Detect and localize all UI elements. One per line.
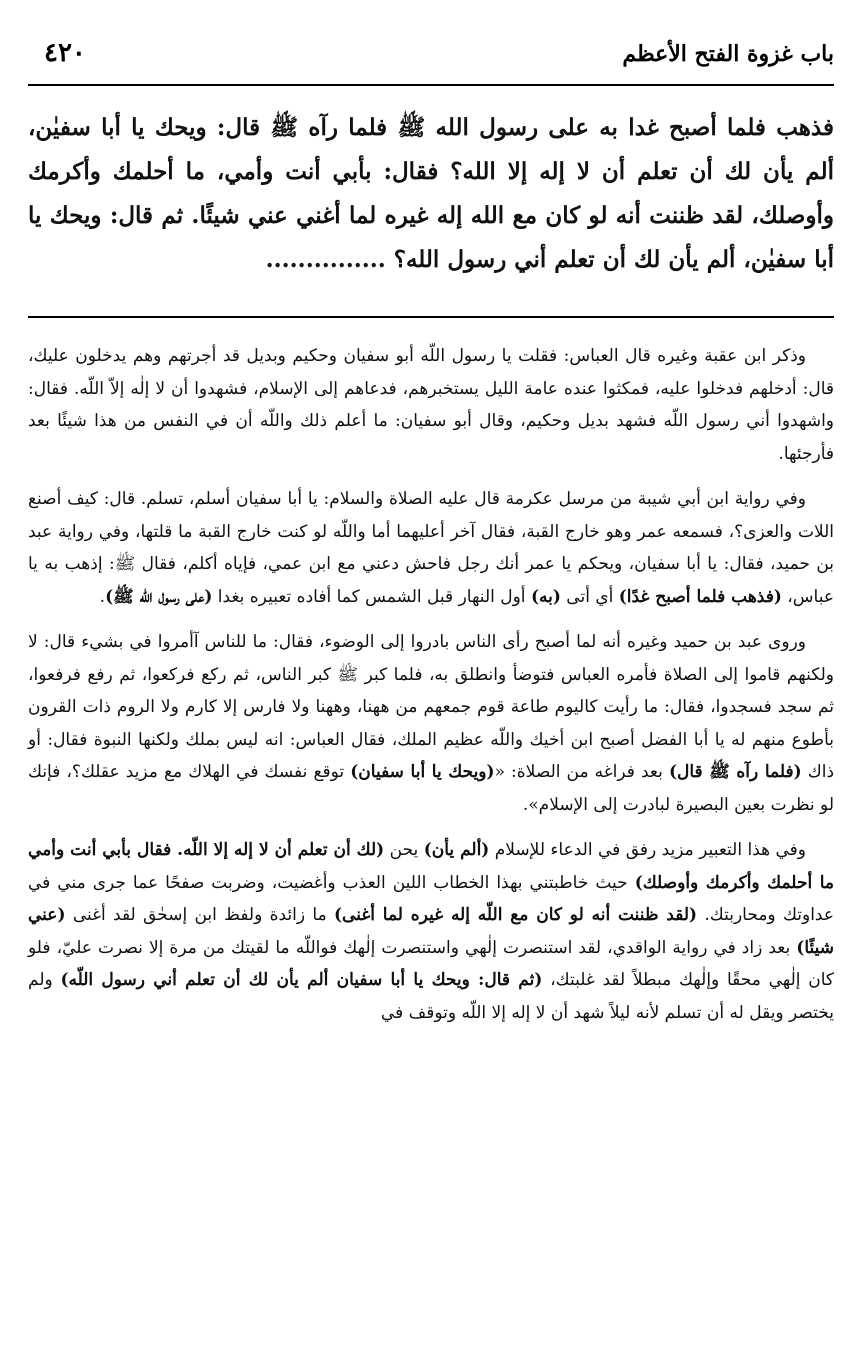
page-number: ٤٢٠ — [44, 38, 86, 68]
text-span: يحن — [389, 840, 419, 860]
quote-span: (ويحك يا أبا سفيان) — [350, 762, 495, 782]
text-span: وروى عبد بن حميد وغيره أنه لما أصبح رأى الناس بادروا إلى الوضوء، فقال: ما للناس آأمروا في بشيء قال: لا ولكنهم قاموا إلى الصلاة فأمره العباس فتوضأ وانطلق به، فلما كبر ﷺ كبر الناس، ثم ركع فركعوا، ثم رفع فرفعوا، ثم سجد فسجدوا، فقال: ما رأيت كاليوم طاعة قوم جمعهم من ههنا، وههنا ولا فارس إلا كارم ولا الروم ذات القرون بأطوع منهم له يا أبا الفضل أصبح ابن أخيك واللّه عظيم الملك، فقال العباس: انه ليس بملك ولكنها النبوة فقال: أو ذاك — [28, 632, 835, 782]
commentary-paragraph-2 — [28, 483, 834, 613]
quote-span: (به) — [530, 586, 561, 607]
book-page — [28, 38, 834, 1042]
main-text-paragraph: فذهب فلما أصبح غدا به على رسول الله ﷺ فلما رآه ﷺ قال: ويحك يا أبا سفيٰن، ألم يأن لك أن تعلم أن لا إله إلا الله؟ فقال: بأبي أنت وأمي، ما أحلمك وأكرمك وأوصلك، لقد ظننت أنه لو كان مع الله إله غيره لما أغني عني شيئًا. ثم قال: ويحك يا أبا سفيٰن، ألم يأن لك أن تعلم أني رسول الله؟ ............... — [28, 114, 834, 273]
quote-span: (ثم قال: ويحك يا أبا سفيان ألم يأن لك أن تعلم أني رسول اللّه) — [60, 970, 543, 990]
commentary-paragraph-1: وذكر ابن عقبة وغيره قال العباس: فقلت يا رسول اللّه أبو سفيان وحكيم وبديل قد أجرتهم وهم يدخلون عليك، قال: أدخلهم فدخلوا عليه، فمكثوا عنده عامة الليل يستخبرهم، فدعاهم إلى الإسلام، فشهدوا أن لا إلٰه إلاّ اللّه. فقال: واشهدوا أني رسول اللّه فشهد بديل وحكيم، وقال أبو سفيان: ما أعلم ذلك واللّه أن في النفس من هذا شيئًا بعد فأرجئها. — [28, 346, 834, 464]
text-span: ما زائدة ولفظ ابن إسحٰق لقد أغنى — [72, 905, 327, 925]
quote-span: (ألم يأن) — [423, 840, 490, 860]
text-span: . — [99, 586, 106, 607]
text-span: وفي هذا التعبير مزيد رفق في الدعاء للإسلام — [494, 840, 807, 860]
quote-span: (عني شيئًا) — [28, 905, 835, 958]
quote-span: (على رسول اللّه ﷺ) — [105, 586, 213, 607]
quote-span: (لك أن تعلم أن لا إله إلا اللّه. فقال بأبي أنت وأمي ما أحلمك وأكرمك وأوصلك) — [28, 840, 834, 893]
commentary-paragraph-3 — [28, 626, 834, 821]
text-span: حيث خاطبتني بهذا الخطاب اللين العذب وأغضيت، وضربت صفحًا عما جرى مني في عداوتك ومحاربتك. — [28, 872, 834, 925]
page-header — [28, 38, 834, 86]
quote-span: (فذهب فلما أصبح غدًا) — [618, 586, 782, 607]
text-span: بعد فراغه من الصلاة: « — [494, 762, 663, 782]
section-divider — [28, 316, 834, 318]
text-span: توقع نفسك في الهلاك مع مزيد عقلك؟، فإنك لو نظرت بعين البصيرة لبادرت إلى الإسلام». — [28, 762, 834, 815]
commentary-block — [28, 340, 834, 1029]
text-span: أي أتى — [566, 586, 614, 607]
text-span: بعد زاد في رواية الواقدي، لقد استنصرت إلٰهي واستنصرت إلٰهك فواللّه ما لقيتك من مرة إلا نصرت عليّ، فلو كان إلٰهي محقًا وإلٰهك مبطلاً لقد غلبتك، — [28, 937, 835, 990]
quote-span: (لقد ظننت أنه لو كان مع اللّه إله غيره لما أغنى) — [334, 905, 698, 925]
text-span: ولم يختصر ويقل له أن تسلم لأنه ليلاً شهد أن لا إله إلا اللّه وتوقف في — [28, 970, 834, 1023]
main-text-block — [28, 106, 834, 282]
chapter-title: باب غزوة الفتح الأعظم — [622, 41, 834, 67]
commentary-paragraph-4 — [28, 834, 834, 1029]
text-span: أول النهار قبل الشمس كما أفاده تعبيره بغدا — [217, 586, 526, 607]
text-span: وفي رواية ابن أبي شيبة من مرسل عكرمة قال عليه الصلاة والسلام: يا أبا سفيان أسلم، تسلم. قال: كيف أصنع اللات والعزى؟، فسمعه عمر وهو خارج القبة، فقال آخر أعليهما أما واللّه لو كنت خارج القبة ما قلتها، وفي رواية عبد بن حميد، فقال: يا أبا سفيان، ويحكم يا عمر أنك رجل فاحش دعني مع ابن عمي، فإياه أكلم، فقال ﷺ: إذهب به يا عباس، — [28, 489, 834, 607]
quote-span: (فلما رآه ﷺ قال) — [668, 762, 802, 782]
